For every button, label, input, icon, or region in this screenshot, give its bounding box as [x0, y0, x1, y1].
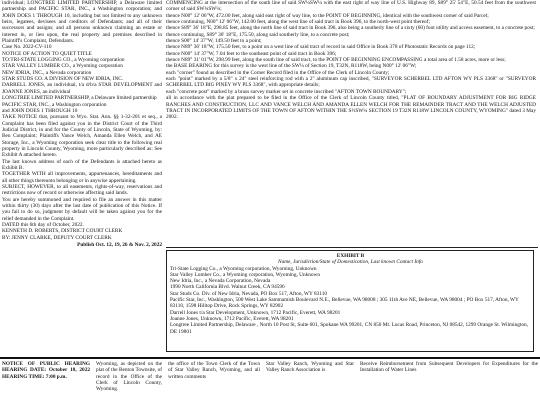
legal-paragraph: thence N00° 14' 37"W, 7.04 feet to the southeast point of said tract in Book 396; [166, 50, 337, 57]
publish-dates: Publish Oct. 12, 19, 26 & Nov. 2, 2022 [77, 242, 162, 249]
defendant-line: STAR VALLEY LUMBER CO., a Wyoming corporation [2, 63, 123, 70]
right-column [166, 0, 538, 335]
dated-line: DATED this 6th day of October, 2022. [2, 222, 84, 229]
legal-paragraph: thence N89° 36' 18"W, 175.50 feet, to a point on a west line of said tract of record in said Office in Book 378 of Photostatic Records on page 112; [166, 44, 476, 51]
bottom-column [266, 361, 354, 400]
legal-paragraph: thence continuing, S89° 36' 18"E, 175.50, along said southerly line, to a concrete post; [166, 31, 350, 38]
defendant-line: LONGTREE LIMITED PARTNERSHIP, a Delaware limited partnership [2, 95, 157, 102]
defendant-line: PACIFIC STAR, INC., a Washington corporation [2, 101, 107, 108]
exhibit-entry: New Idria, Inc., a Nevada Corporation, Nevada [170, 278, 271, 285]
notice-heading: NOTICE OF ACTION TO QUIET TITLE [2, 50, 92, 57]
section-divider [0, 357, 540, 359]
exhibit-entry: Longtree Limited Partnership, Delaware , North 10 Post St, Suite 601, Spokane WA 99201, CN 850 Mt. Lucas Road, Princeton, NJ 08542, 1299 Orange St. Wilmington, DE 19801 [170, 322, 528, 335]
exhibit-entry: Star Studs Co. Div. of New Idria, Nevada, PO Box 517, Afton, WY 83110 [170, 290, 328, 297]
exhibit-subtitle: Name, Jurisdiction/State of Domestication, Last known Contact Info [278, 259, 423, 266]
legal-paragraph: thence N89° 31' 01"W, 298.99 feet, along the south line of said tract, to the POINT OF BEGINNING ENCOMPASSING a total area of 1.58 acres, more or less; [166, 57, 506, 64]
defendant-line: TO:TRI-STATE LOGGING CO., a Wyoming corporation [2, 57, 125, 64]
bottom-column [2, 361, 90, 400]
bottom-text: Wyoming, as depicted on the plat of the Benton Townsite, of record in the Office of the Clerk of Lincoln County, Wyoming. [96, 361, 162, 393]
notice-paragraph: The last known address of each of the Defendants is attached hereto as Exhibit B. [2, 158, 162, 171]
legal-paragraph: thence N00° 12' 06"W, 472.00 feet, along said east right of way line, to the POINT OF BEGINNING, identical with the southwest corner of said Parcel; [166, 12, 489, 19]
exhibit-entry: Tri-State Logging Co., a Wyoming corporation, Wyoming, Unknown [170, 265, 317, 272]
notice-paragraph: TAKE NOTICE that, pursuant to Wyo. Stat. Ann. §§ 1-32-201 et seq., a Complaint has been filed against you in the District Court of the Third Judicial District, in and for the County of Lincoln, State of Wyoming, by: Ben Complaint; Plaintiffs Vance Welch, Amanda Ellen Welch, and AE Storage, Inc., a Wyoming corporation seek clear title to the following real property in Lincoln County, Wyoming, more particularly described as: See Exhibit A attached hereto. [2, 114, 162, 159]
exhibit-title: EXHIBIT B [336, 253, 365, 259]
legal-paragraph: thence S00° 14' 37"W, 149.50 feet to a point; [166, 38, 262, 45]
bottom-text: the office of the Town Clerk of the Town of Star Valley Ranch, Wyoming, and all written comments [168, 361, 260, 380]
bottom-text: Star Valley Ranch, Wyoming and Star Valley Ranch Association is [266, 361, 354, 374]
exhibit-entry: Joanne Jones, Unknown, 1712 Pacific, Everett, WA 98201 [170, 315, 294, 322]
notice-paragraph: SUBJECT, HOWEVER, to all easements, rights-of-way, reservations and restrictions now of record or otherwise affecting said lands. [2, 183, 162, 197]
exhibit-b-box [166, 250, 534, 352]
legal-paragraph: each "concrete post" marked by a brass survey marker set in concrete inscribed "AFTON TOWN BOUNDARY"; [166, 88, 407, 95]
legal-paragraph: COMMENCING at the intersection of the south line of said SW¼SW¼ with the east right of way line of U.S. Highway 89, S89° 25' 54"E, 50.54 feet from the southwest corner of said SW¼SW¼; [166, 0, 536, 13]
clerk-signature: KENNETH D. ROBERTS, DISTRICT COURT CLERK [2, 228, 123, 235]
exhibit-entry: Darrell Jones t/a Star Development, Unknown, 1712 Pacific, Everett, WA 98201 [170, 309, 341, 316]
legal-paragraph: the BASE BEARING for this survey is the west line of the SW¼ of Section 19, T32N, R118W, being N00° 12' 06"W; [166, 63, 417, 70]
defendant-line: DARRELL JONES, an individual, t/a d/b/a STAR DEVELOPMENT and JOANNE JONES, an individual [2, 82, 162, 95]
public-hearing-heading: NOTICE OF PUBLIC HEARING HEARING DATE: October 18, 2022 HEARING TIME: 7:00 p.m. [2, 361, 90, 380]
defendant-line: NEW IDRIA, INC., a Nevada corporation [2, 69, 92, 76]
notice-paragraph: individual; LONGTREE LIMITED PARTNERSHIP, a Delaware limited partnership and PACIFIC STAR, INC., a Washington corporation; and JOHN DOES 1 THROUGH 10, including but not limited to any unknown heirs, legatees, devisees and creditors of Defendants; and all of their successors and assigns; and all persons unknown claiming an estate or interest in, or lien upon, the real property and premises described in Plaintiff's Complaint, Defendants. [2, 0, 162, 45]
exhibit-entry: Pacific Star, Inc., Washington, 500 West Lake Sammamish Boulevard N.E., Bellevue, WA 98008 ; 305 11th Ave NE, Bellevue, WA 98004 ; PO Box 517, Afton, WY 83110, 1598 Hilltop Drive, Rock Springs, WY 82902 [170, 297, 519, 310]
legal-paragraph: thence continuing, N00° 12' 06"W, 142.00 feet, along the west line of said tract in Book 396, to the north-west point thereof; [166, 19, 430, 26]
exhibit-entry: 1990 North California Blvd. Walnut Creek, CA 94596 [170, 284, 285, 291]
bottom-column [168, 361, 260, 400]
legal-paragraph: each "corner" found as described in the Corner Record filed in the Office of the Clerk of Lincoln County; [166, 69, 390, 76]
bottom-text: Receive Reimbursement from Subsequent Developers for Expenditures for the Installation of Water Lines [360, 361, 538, 374]
bottom-column [96, 361, 162, 400]
case-number: Case No. 2022-CV-110 [2, 44, 52, 51]
deputy-signature: BY: JENNY CLARKE, DEPUTY COURT CLERK [2, 234, 112, 241]
notice-paragraph: TOGETHER WITH all improvements, appurtenances, hereditaments and all other things thereunto belonging or in anywise appertaining. [2, 171, 162, 184]
notice-paragraph: You are hereby summoned and required to file an answer in this matter within thirty (30) days after the last date of publication of this Notice. If you fail to do so, judgment by default will be taken against you for the relief demanded in the Complaint. [2, 196, 162, 222]
bottom-column [360, 361, 538, 400]
defendant-line: STAR STUDS CO. A DIVISION OF NEW IDRIA, INC. [2, 76, 124, 83]
defendant-line: and JOHN DOES 1 THROUGH 10 [2, 107, 78, 114]
legal-description-block [166, 0, 538, 248]
legal-paragraph: thence S89° 36' 18"E, 298.85 feet, along the north line of said tract in Book 396, also being a southerly line of a sixty (60) foot utility and access easement, to a concrete post; [166, 25, 535, 32]
notice-of-action-column [2, 0, 162, 356]
legal-paragraph: all in accordance with the plat prepared to be filed in the Office of the Clerk of Lincoln County titled, "PLAT OF BOUNDARY ADJUSTMENT FOR BIG RIDGE RANCHES AND CONSTRUCTION, LLC AND VANCE WELCH AND AMANDA ELLEN WELCH FOR THE REMAINDER TRACT AND THE WELCH ADJUSTED TRACT IN INCORPORATED LIMITS OF THE TOWN OF AFTON WITHIN THE S½SW¼ SECTION 19 T32N R118W LINCOLN COUNTY, WYOMING" dated 3 May 2002. [166, 95, 536, 121]
legal-paragraph: each "point" marked by a 5/8" x 24" steel reinforcing rod with a 2" aluminum cap inscribed, "SURVEYOR SCHERBEL LTD AFTON WY PLS 3368" or "SURVEYOR SCHERBEL LTD BIG PINEY WY PLS 3368", with appropriate details; [166, 76, 536, 89]
exhibit-entry: Star Valley Lumber Co., a Wyoming corporation, Wyoming, Unknown [170, 271, 321, 278]
bottom-notices-strip [0, 361, 540, 400]
